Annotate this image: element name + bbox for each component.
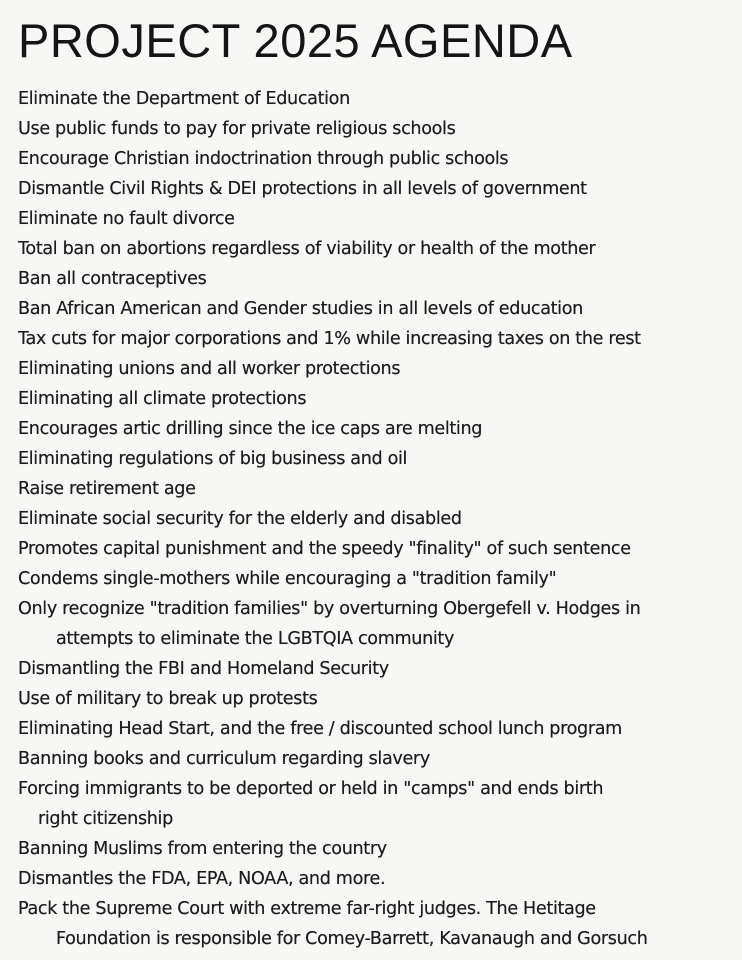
list-item: Pack the Supreme Court with extreme far-right judges. The Hetitage Foundation is responsible for Comey-Barrett, Kavanaugh and Gorsuch	[18, 899, 648, 949]
list-item: Eliminate social security for the elderly and disabled	[18, 509, 462, 529]
list-item: Ban all contraceptives	[18, 269, 207, 289]
list-item: Eliminating all climate protections	[18, 389, 307, 409]
list-item: Dismantling the FBI and Homeland Security	[18, 659, 389, 679]
list-item: Eliminate no fault divorce	[18, 209, 235, 229]
agenda-list	[18, 84, 738, 954]
list-item: Tax cuts for major corporations and 1% while increasing taxes on the rest	[18, 329, 641, 349]
list-item: Eliminating regulations of big business and oil	[18, 449, 408, 469]
list-item: Use public funds to pay for private religious schools	[18, 119, 456, 139]
list-item: Forcing immigrants to be deported or held in "camps" and ends birth right citizenship	[18, 779, 604, 829]
list-item: Banning Muslims from entering the country	[18, 839, 387, 859]
list-item: Promotes capital punishment and the speedy "finality" of such sentence	[18, 539, 631, 559]
list-item: Dismantles the FDA, EPA, NOAA, and more.	[18, 869, 386, 889]
list-item: Eliminating unions and all worker protections	[18, 359, 401, 379]
list-item: Dismantle Civil Rights & DEI protections in all levels of government	[18, 179, 587, 199]
list-item: Total ban on abortions regardless of viability or health of the mother	[18, 239, 596, 259]
list-item: Eliminating Head Start, and the free / discounted school lunch program	[18, 719, 622, 739]
list-item: Raise retirement age	[18, 479, 196, 499]
page-title: PROJECT 2025 AGENDA	[18, 14, 573, 67]
list-item: Encourages artic drilling since the ice caps are melting	[18, 419, 483, 439]
list-item: Eliminate the Department of Education	[18, 89, 350, 109]
list-item: Condems single-mothers while encouraging a "tradition family"	[18, 569, 557, 589]
list-item: Banning books and curriculum regarding slavery	[18, 749, 430, 769]
list-item: Encourage Christian indoctrination through public schools	[18, 149, 509, 169]
list-item: Only recognize "tradition families" by overturning Obergefell v. Hodges in attempts to eliminate the LGBTQIA community	[18, 599, 641, 649]
list-item: Ban African American and Gender studies in all levels of education	[18, 299, 583, 319]
list-item: Use of military to break up protests	[18, 689, 318, 709]
